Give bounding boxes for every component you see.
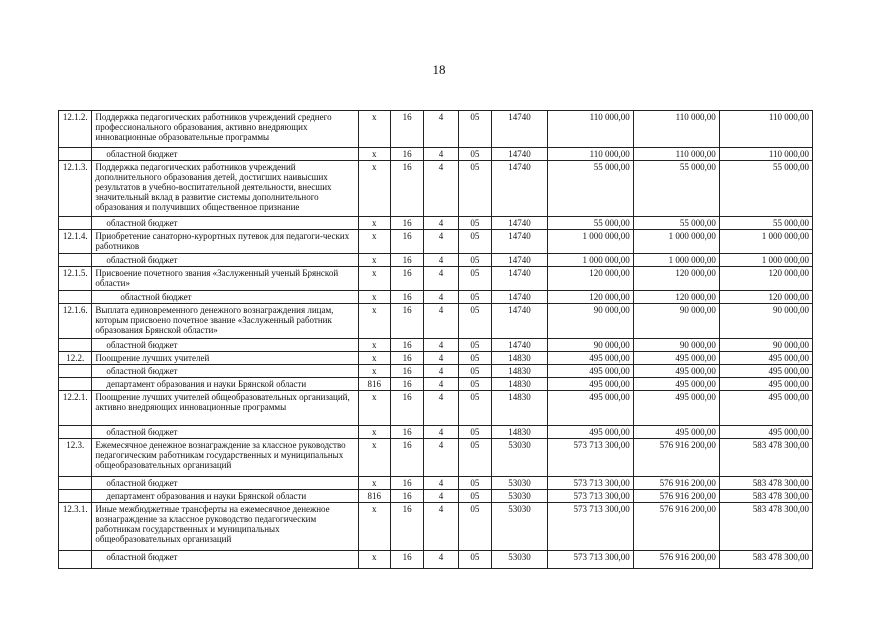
cell-code: 16: [390, 161, 423, 217]
cell-code: 14740: [492, 161, 548, 217]
cell-value-3: 110 000,00: [719, 111, 812, 148]
cell-value-2: 495 000,00: [633, 352, 719, 365]
cell-code: 14830: [492, 365, 548, 378]
cell-code: 05: [458, 304, 491, 339]
cell-code: 4: [424, 426, 458, 439]
cell-value-2: 576 916 200,00: [633, 477, 719, 490]
row-number: [59, 551, 92, 569]
row-number: 12.1.4.: [59, 230, 92, 254]
cell-code: 53030: [492, 490, 548, 503]
cell-code: 14740: [492, 304, 548, 339]
cell-value-3: 110 000,00: [719, 148, 812, 161]
cell-code: 16: [390, 378, 423, 391]
cell-gr: х: [358, 161, 390, 217]
cell-value-3: 495 000,00: [719, 391, 812, 426]
cell-gr: х: [358, 111, 390, 148]
cell-code: 4: [424, 230, 458, 254]
cell-code: 16: [390, 230, 423, 254]
cell-value-1: 55 000,00: [547, 217, 633, 230]
cell-value-2: 110 000,00: [633, 148, 719, 161]
cell-code: 05: [458, 503, 491, 551]
row-number: [59, 490, 92, 503]
cell-gr: х: [358, 254, 390, 267]
table-row: [59, 352, 813, 365]
row-number: [59, 217, 92, 230]
row-name: Поддержка педагогических работников учреждений дополнительного образования детей, достигших наивысших результатов в учебно-воспитательной деятельности, внесших значительный вклад в развитие системы дополнительного образования и получивших общественное признание: [92, 161, 358, 217]
cell-code: 4: [424, 352, 458, 365]
cell-value-3: 583 478 300,00: [719, 503, 812, 551]
cell-value-2: 90 000,00: [633, 304, 719, 339]
cell-code: 4: [424, 490, 458, 503]
cell-value-2: 120 000,00: [633, 267, 719, 291]
cell-code: 14740: [492, 254, 548, 267]
cell-value-1: 1 000 000,00: [547, 230, 633, 254]
cell-code: 4: [424, 217, 458, 230]
row-name: областной бюджет: [92, 477, 358, 490]
cell-value-1: 495 000,00: [547, 391, 633, 426]
cell-code: 4: [424, 267, 458, 291]
cell-gr: 816: [358, 378, 390, 391]
cell-gr: х: [358, 426, 390, 439]
cell-value-3: 495 000,00: [719, 365, 812, 378]
cell-code: 16: [390, 339, 423, 352]
table-row: [59, 503, 813, 551]
cell-code: 05: [458, 111, 491, 148]
cell-code: 4: [424, 111, 458, 148]
cell-value-3: 90 000,00: [719, 339, 812, 352]
table-row: [59, 378, 813, 391]
cell-gr: х: [358, 551, 390, 569]
table-row: [59, 551, 813, 569]
cell-code: 14830: [492, 426, 548, 439]
row-number: [59, 477, 92, 490]
cell-code: 4: [424, 291, 458, 304]
table-row: [59, 391, 813, 426]
table-row: [59, 230, 813, 254]
row-number: [59, 426, 92, 439]
row-number: 12.3.: [59, 439, 92, 477]
cell-code: 14740: [492, 217, 548, 230]
cell-code: 05: [458, 161, 491, 217]
row-name: Поддержка педагогических работников учреждений среднего профессионального образования, активно внедряющих инновационные образовательные программы: [92, 111, 358, 148]
cell-gr: х: [358, 439, 390, 477]
cell-code: 4: [424, 439, 458, 477]
cell-code: 16: [390, 477, 423, 490]
cell-code: 4: [424, 551, 458, 569]
cell-gr: х: [358, 339, 390, 352]
table-row: [59, 477, 813, 490]
cell-value-2: 90 000,00: [633, 339, 719, 352]
row-name: Поощрение лучших учителей общеобразовательных организаций, активно внедряющих инновационные программы: [92, 391, 358, 426]
row-number: [59, 365, 92, 378]
cell-value-2: 495 000,00: [633, 426, 719, 439]
row-number: 12.1.2.: [59, 111, 92, 148]
cell-code: 4: [424, 477, 458, 490]
row-name: Поощрение лучших учителей: [92, 352, 358, 365]
cell-value-3: 583 478 300,00: [719, 439, 812, 477]
cell-code: 05: [458, 230, 491, 254]
row-name: областной бюджет: [92, 426, 358, 439]
row-name: Приобретение санаторно-курортных путевок для педагоги-ческих работников: [92, 230, 358, 254]
cell-value-1: 495 000,00: [547, 365, 633, 378]
table-row: [59, 365, 813, 378]
cell-code: 16: [390, 267, 423, 291]
table-row: [59, 217, 813, 230]
cell-code: 4: [424, 304, 458, 339]
cell-code: 14740: [492, 148, 548, 161]
cell-gr: х: [358, 365, 390, 378]
cell-value-3: 1 000 000,00: [719, 254, 812, 267]
cell-value-2: 576 916 200,00: [633, 439, 719, 477]
page-number: 18: [432, 62, 446, 77]
table-row: [59, 111, 813, 148]
cell-code: 4: [424, 161, 458, 217]
cell-value-1: 573 713 300,00: [547, 551, 633, 569]
cell-code: 53030: [492, 503, 548, 551]
cell-code: 05: [458, 378, 491, 391]
row-number: [59, 291, 92, 304]
table-body: [59, 111, 813, 569]
row-name: областной бюджет: [92, 148, 358, 161]
row-name: Присвоение почетного звания «Заслуженный ученый Брянской области»: [92, 267, 358, 291]
cell-value-3: 583 478 300,00: [719, 477, 812, 490]
cell-code: 05: [458, 426, 491, 439]
cell-code: 16: [390, 217, 423, 230]
cell-value-2: 576 916 200,00: [633, 503, 719, 551]
cell-value-1: 120 000,00: [547, 291, 633, 304]
row-number: [59, 254, 92, 267]
cell-value-2: 55 000,00: [633, 161, 719, 217]
cell-code: 16: [390, 304, 423, 339]
table-row: [59, 304, 813, 339]
row-name: областной бюджет: [92, 291, 358, 304]
row-name: областной бюджет: [92, 254, 358, 267]
cell-code: 16: [390, 352, 423, 365]
row-name: областной бюджет: [92, 217, 358, 230]
cell-gr: х: [358, 304, 390, 339]
cell-value-2: 1 000 000,00: [633, 230, 719, 254]
cell-value-3: 495 000,00: [719, 352, 812, 365]
cell-code: 16: [390, 426, 423, 439]
cell-value-3: 583 478 300,00: [719, 490, 812, 503]
row-name: Выплата единовременного денежного вознаграждения лицам, которым присвоено почетное звание «Заслуженный работник образования Брянской области»: [92, 304, 358, 339]
table-row: [59, 426, 813, 439]
cell-gr: х: [358, 477, 390, 490]
cell-code: 16: [390, 391, 423, 426]
cell-code: 14740: [492, 291, 548, 304]
table-row: [59, 254, 813, 267]
cell-code: 4: [424, 365, 458, 378]
table-row: [59, 339, 813, 352]
table-row: [59, 439, 813, 477]
table-row: [59, 161, 813, 217]
cell-value-3: 90 000,00: [719, 304, 812, 339]
table-row: [59, 267, 813, 291]
cell-gr: х: [358, 291, 390, 304]
cell-code: 14830: [492, 352, 548, 365]
cell-code: 16: [390, 291, 423, 304]
row-name: областной бюджет: [92, 339, 358, 352]
cell-value-1: 90 000,00: [547, 304, 633, 339]
row-number: 12.1.6.: [59, 304, 92, 339]
table-row: [59, 291, 813, 304]
cell-code: 05: [458, 490, 491, 503]
budget-table: [58, 110, 813, 569]
cell-gr: 816: [358, 490, 390, 503]
row-number: [59, 339, 92, 352]
cell-value-1: 573 713 300,00: [547, 477, 633, 490]
cell-value-2: 110 000,00: [633, 111, 719, 148]
row-name: Ежемесячное денежное вознаграждение за классное руководство педагогическим работникам государственных и муниципальных общеобразовательных организаций: [92, 439, 358, 477]
cell-code: 05: [458, 217, 491, 230]
cell-code: 14740: [492, 230, 548, 254]
cell-value-1: 495 000,00: [547, 378, 633, 391]
row-name: Иные межбюджетные трансферты на ежемесячное денежное вознаграждение за классное руководство педагогическим работникам государственных и муниципальных общеобразовательных организаций: [92, 503, 358, 551]
cell-value-2: 120 000,00: [633, 291, 719, 304]
cell-code: 14740: [492, 339, 548, 352]
row-name: областной бюджет: [92, 551, 358, 569]
table-row: [59, 148, 813, 161]
cell-gr: х: [358, 503, 390, 551]
cell-code: 05: [458, 352, 491, 365]
row-name: департамент образования и науки Брянской области: [92, 378, 358, 391]
cell-code: 16: [390, 439, 423, 477]
cell-value-2: 495 000,00: [633, 391, 719, 426]
cell-value-1: 110 000,00: [547, 111, 633, 148]
cell-code: 53030: [492, 477, 548, 490]
cell-code: 16: [390, 490, 423, 503]
cell-code: 14830: [492, 391, 548, 426]
cell-gr: х: [358, 267, 390, 291]
cell-code: 4: [424, 378, 458, 391]
row-number: 12.2.1.: [59, 391, 92, 426]
cell-value-2: 495 000,00: [633, 378, 719, 391]
cell-code: 14740: [492, 111, 548, 148]
cell-value-3: 120 000,00: [719, 267, 812, 291]
cell-code: 16: [390, 551, 423, 569]
cell-value-3: 120 000,00: [719, 291, 812, 304]
cell-value-1: 110 000,00: [547, 148, 633, 161]
cell-code: 05: [458, 291, 491, 304]
cell-code: 05: [458, 439, 491, 477]
cell-value-2: 576 916 200,00: [633, 490, 719, 503]
row-name: областной бюджет: [92, 365, 358, 378]
cell-value-1: 90 000,00: [547, 339, 633, 352]
table-row: [59, 490, 813, 503]
cell-value-2: 55 000,00: [633, 217, 719, 230]
cell-code: 16: [390, 365, 423, 378]
cell-code: 16: [390, 254, 423, 267]
cell-value-1: 495 000,00: [547, 352, 633, 365]
row-number: 12.1.5.: [59, 267, 92, 291]
row-number: 12.3.1.: [59, 503, 92, 551]
cell-code: 05: [458, 148, 491, 161]
row-number: 12.1.3.: [59, 161, 92, 217]
cell-value-3: 55 000,00: [719, 161, 812, 217]
cell-gr: х: [358, 217, 390, 230]
cell-value-1: 573 713 300,00: [547, 503, 633, 551]
cell-code: 16: [390, 111, 423, 148]
cell-value-1: 120 000,00: [547, 267, 633, 291]
cell-value-1: 495 000,00: [547, 426, 633, 439]
cell-code: 05: [458, 391, 491, 426]
cell-code: 14740: [492, 267, 548, 291]
cell-gr: х: [358, 230, 390, 254]
cell-code: 4: [424, 339, 458, 352]
cell-code: 53030: [492, 551, 548, 569]
cell-code: 4: [424, 254, 458, 267]
cell-value-2: 1 000 000,00: [633, 254, 719, 267]
cell-value-3: 583 478 300,00: [719, 551, 812, 569]
cell-code: 4: [424, 148, 458, 161]
row-number: 12.2.: [59, 352, 92, 365]
cell-value-1: 55 000,00: [547, 161, 633, 217]
cell-code: 53030: [492, 439, 548, 477]
cell-value-3: 1 000 000,00: [719, 230, 812, 254]
cell-code: 05: [458, 365, 491, 378]
cell-gr: х: [358, 352, 390, 365]
cell-code: 05: [458, 339, 491, 352]
cell-value-1: 573 713 300,00: [547, 439, 633, 477]
cell-value-3: 495 000,00: [719, 426, 812, 439]
cell-value-1: 573 713 300,00: [547, 490, 633, 503]
cell-code: 4: [424, 503, 458, 551]
cell-code: 16: [390, 503, 423, 551]
cell-code: 05: [458, 477, 491, 490]
cell-code: 14830: [492, 378, 548, 391]
cell-code: 05: [458, 267, 491, 291]
row-name: департамент образования и науки Брянской области: [92, 490, 358, 503]
cell-gr: х: [358, 391, 390, 426]
row-number: [59, 378, 92, 391]
cell-code: 4: [424, 391, 458, 426]
cell-code: 05: [458, 551, 491, 569]
cell-value-1: 1 000 000,00: [547, 254, 633, 267]
cell-code: 16: [390, 148, 423, 161]
cell-code: 05: [458, 254, 491, 267]
cell-value-3: 495 000,00: [719, 378, 812, 391]
cell-value-3: 55 000,00: [719, 217, 812, 230]
cell-value-2: 576 916 200,00: [633, 551, 719, 569]
cell-gr: х: [358, 148, 390, 161]
row-number: [59, 148, 92, 161]
cell-value-2: 495 000,00: [633, 365, 719, 378]
